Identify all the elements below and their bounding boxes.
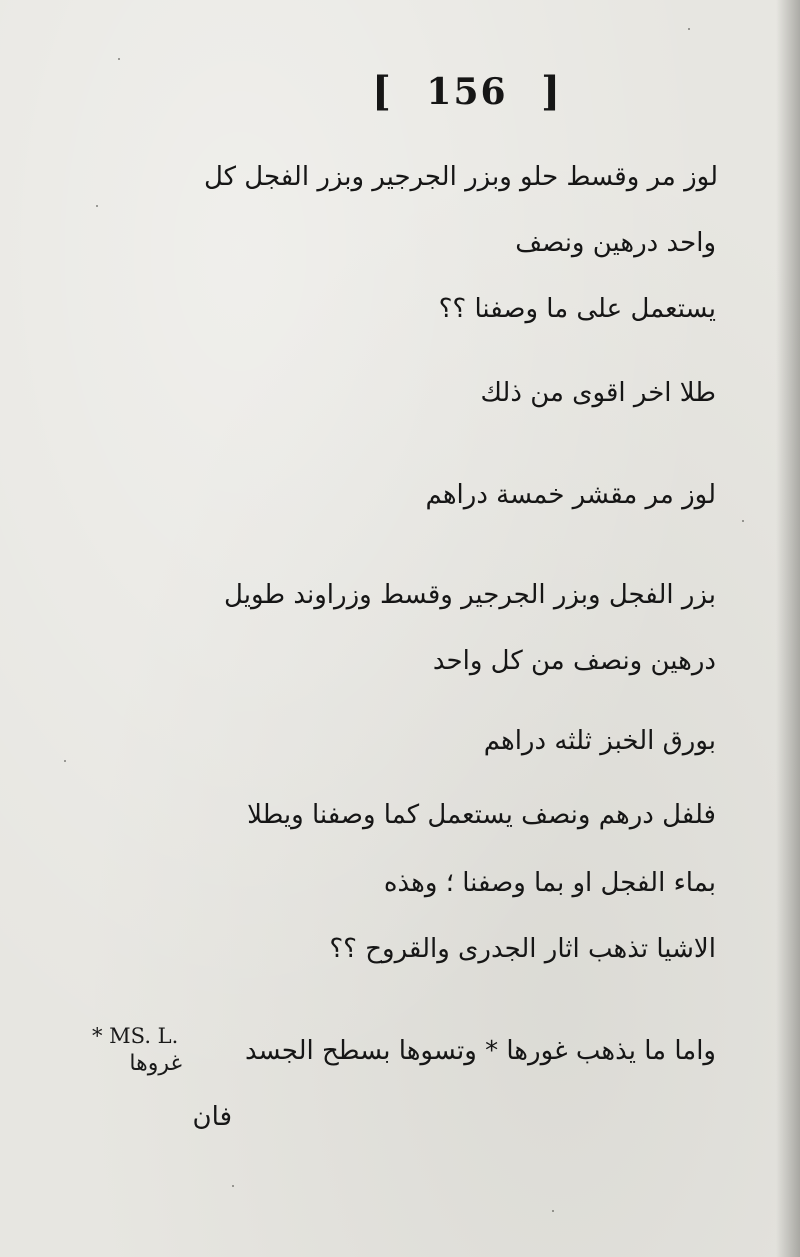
text-line-8: بورق الخبز ثلثه دراهم bbox=[483, 726, 716, 756]
paper-speck bbox=[96, 205, 98, 207]
text-line-4: طلا اخر اقوى من ذلك bbox=[480, 378, 716, 408]
page-edge-shadow bbox=[776, 0, 800, 1257]
page-number bbox=[372, 68, 562, 115]
text-line-2: واحد درهين ونصف bbox=[515, 228, 716, 258]
margin-note-label: * MS. L. bbox=[92, 1024, 179, 1048]
margin-note-reading: غروها bbox=[129, 1051, 182, 1076]
text-line-11: الاشيا تذهب اثار الجدرى والقروح ؟؟ bbox=[329, 934, 716, 964]
text-line-7: درهين ونصف من كل واحد bbox=[432, 646, 716, 676]
text-line-3: يستعمل على ما وصفنا ؟؟ bbox=[438, 294, 716, 324]
text-line-6: بزر الفجل وبزر الجرجير وقسط وزراوند طويل bbox=[224, 580, 716, 610]
text-line-12: واما ما يذهب غورها * وتسوها بسطح الجسد bbox=[244, 1036, 716, 1066]
paper-speck bbox=[688, 28, 690, 30]
text-line-5: لوز مر مقشر خمسة دراهم bbox=[425, 480, 716, 510]
paper-speck bbox=[118, 58, 120, 60]
paper-speck bbox=[64, 760, 66, 762]
text-line-1: لوز مر وقسط حلو وبزر الجرجير وبزر الفجل كل bbox=[203, 162, 718, 192]
paper-speck bbox=[232, 1185, 234, 1187]
text-line-10: بماء الفجل او بما وصفنا ؛ وهذه bbox=[383, 868, 716, 898]
text-line-9: فلفل درهم ونصف يستعمل كما وصفنا ويطلا bbox=[247, 800, 716, 830]
page-number-bracket-left: [ bbox=[372, 68, 393, 115]
margin-note bbox=[92, 1022, 192, 1078]
paper-speck bbox=[552, 1210, 554, 1212]
paper-speck bbox=[742, 520, 744, 522]
text-line-13: فان bbox=[192, 1102, 232, 1132]
page-number-bracket-right: ] bbox=[541, 68, 562, 115]
page-number-value: 156 bbox=[426, 70, 508, 113]
